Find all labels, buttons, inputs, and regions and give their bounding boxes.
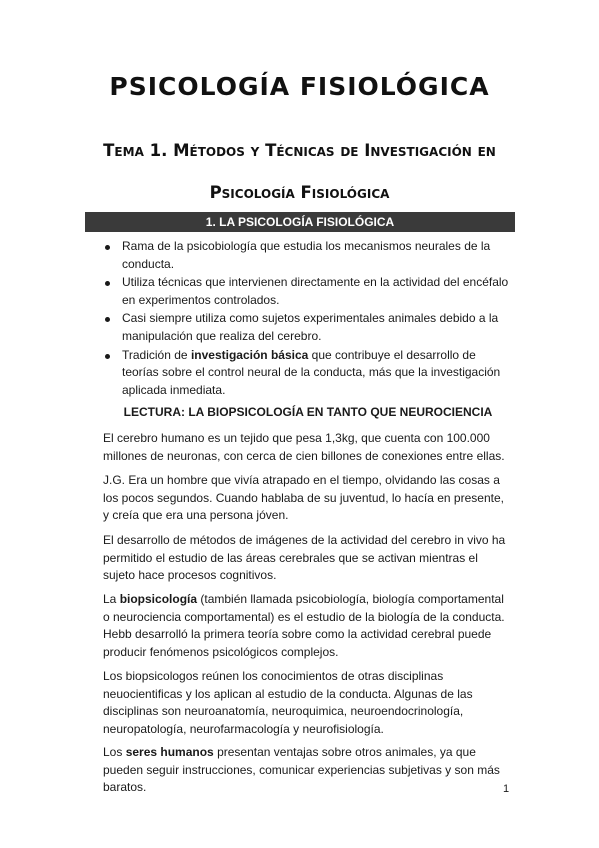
- page-subtitle: Tema 1. Métodos y Técnicas de Investigación en Psicología Fisiológica: [103, 141, 496, 202]
- paragraph: La biopsicología (también llamada psicobiología, biología comportamental o neurociencia comportamental) es el estudio de la biología de la conducta. Hebb desarrolló la primera teoría sobre como la actividad cerebral puede producir fenómenos psicológicos complejos.: [103, 592, 505, 659]
- bullet-list: [103, 238, 513, 400]
- bold-term: investigación básica: [190, 347, 309, 362]
- bullet-icon: [105, 354, 110, 359]
- section-heading: 1. LA PSICOLOGÍA FISIOLÓGICA: [85, 212, 515, 232]
- bullet-icon: [105, 245, 110, 250]
- bold-term: biopsicología: [119, 592, 198, 606]
- paragraph: El cerebro humano es un tejido que pesa 1,3kg, que cuenta con 100.000 millones de neuronas, con cerca de cien billones de conexiones entre ellas.: [103, 431, 505, 463]
- page-title: PSICOLOGÍA FISIOLÓGICA: [109, 72, 490, 101]
- page-number: 1: [503, 783, 510, 795]
- list-item: Utiliza técnicas que intervienen directamente en la actividad del encéfalo en experimentos controlados.: [103, 274, 513, 309]
- paragraph: Los biopsicologos reúnen los conocimientos de otras disciplinas neuocientificas y los aplican al estudio de la conducta. Algunas de las disciplinas son neuroanatomía, neuroquimica, neuroendocrinología, neuropatología, neurofarmacología y neurofisiología.: [103, 669, 473, 736]
- list-item: Tradición de investigación básica que contribuye el desarrollo de teorías sobre el control neural de la conducta, más que la investigación aplicada inmediata.: [103, 347, 513, 400]
- list-item: Casi siempre utiliza como sujetos experimentales animales debido a la manipulación que realiza del cerebro.: [103, 310, 513, 345]
- paragraph: J.G. Era un hombre que vivía atrapado en el tiempo, olvidando las cosas a los pocos segundos. Cuando hablaba de su juventud, lo hacía en presente, y creía que era una persona jóven.: [103, 473, 504, 523]
- bullet-icon: [105, 317, 110, 322]
- paragraph: Los seres humanos presentan ventajas sobre otros animales, ya que pueden seguir instrucciones, comunicar experiencias subjetivas y son más baratos.: [103, 745, 500, 795]
- bullet-icon: [105, 281, 110, 286]
- list-item: Rama de la psicobiología que estudia los mecanismos neurales de la conducta.: [103, 238, 513, 273]
- reading-heading: LECTURA: LA BIOPSICOLOGÍA EN TANTO QUE NEUROCIENCIA: [123, 405, 493, 419]
- paragraph: El desarrollo de métodos de imágenes de la actividad del cerebro in vivo ha permitido el estudio de las áreas cerebrales que se activan mientras el sujeto hace procesos cognitivos.: [103, 533, 506, 583]
- bold-term: seres humanos: [125, 745, 214, 759]
